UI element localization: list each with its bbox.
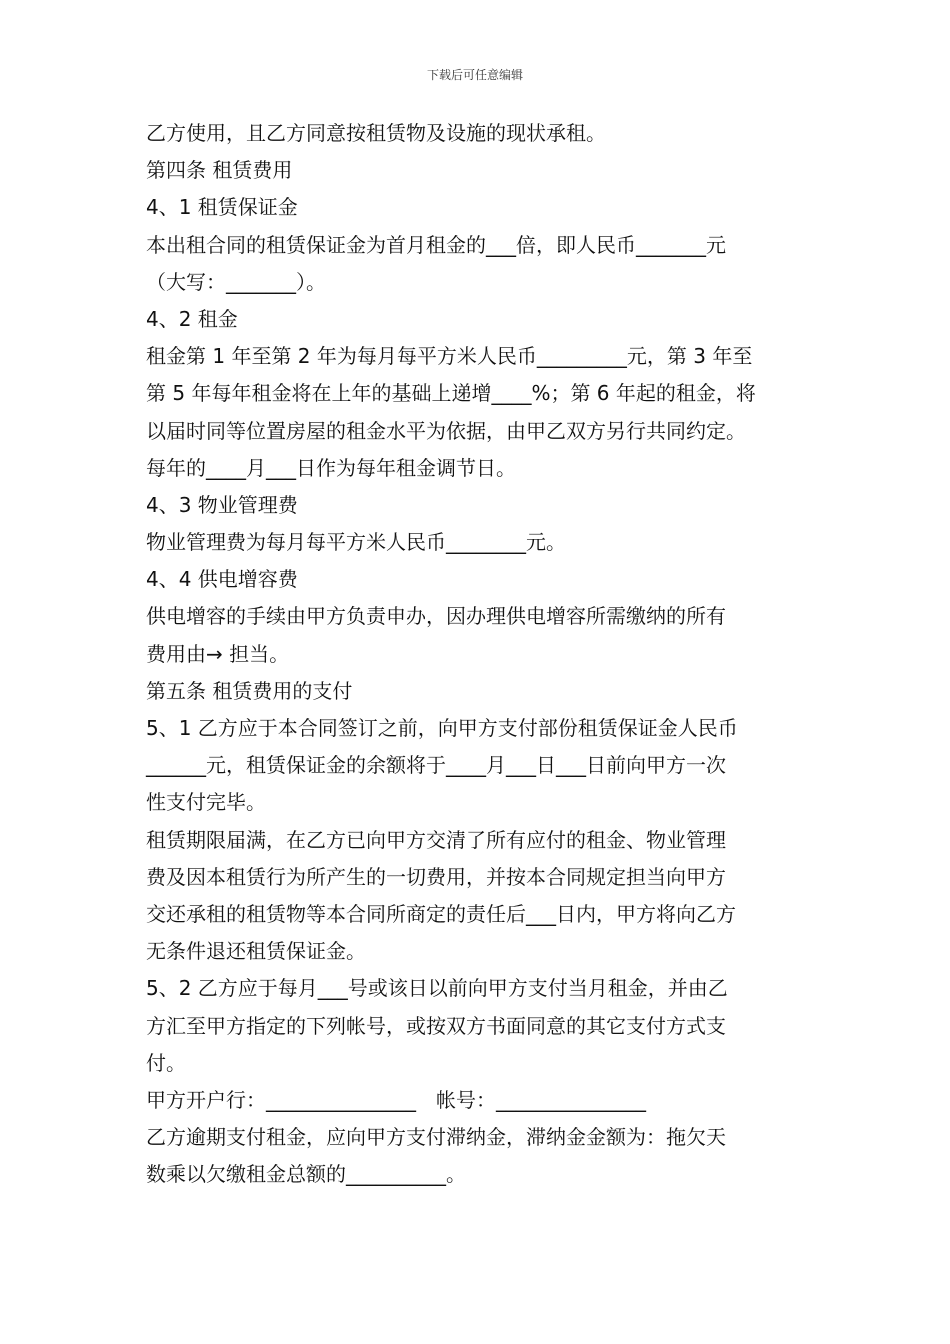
text-line: 乙方使用，且乙方同意按租赁物及设施的现状承租。 xyxy=(146,121,606,145)
text-line: 费用由→ 担当。 xyxy=(146,641,290,666)
text-line: （大写：_______）。 xyxy=(146,269,326,294)
text-line: 方汇至甲方指定的下列帐号，或按双方书面同意的其它支付方式支 xyxy=(146,1013,726,1038)
section-heading: 第四条 租赁费用 xyxy=(146,158,293,183)
document-body xyxy=(146,115,816,1193)
text-line: 乙方逾期支付租金，应向甲方支付滞纳金，滞纳金金额为：拖欠天 xyxy=(146,1125,726,1150)
text-line: 物业管理费为每月每平方米人民币________元。 xyxy=(146,530,566,555)
text-line: 本出租合同的租赁保证金为首月租金的___倍，即人民币_______元 xyxy=(146,232,726,257)
text-line: 第 5 年每年租金将在上年的基础上递增____%；第 6 年起的租金，将 xyxy=(146,381,756,406)
text-line: 性支付完毕。 xyxy=(146,790,266,815)
page-header-note: 下载后可任意编辑 xyxy=(426,68,523,82)
text-line: 数乘以欠缴租金总额的__________。 xyxy=(146,1162,466,1187)
text-line: 供电增容的手续由甲方负责申办，因办理供电增容所需缴纳的所有 xyxy=(146,604,726,629)
clause-heading: 4、3 物业管理费 xyxy=(146,492,298,517)
text-line: 无条件退还租赁保证金。 xyxy=(146,939,366,964)
text-line: 5、1 乙方应于本合同签订之前，向甲方支付部份租赁保证金人民币 xyxy=(146,716,738,740)
clause-heading: 4、1 租赁保证金 xyxy=(146,195,298,220)
section-heading: 第五条 租赁费用的支付 xyxy=(146,678,353,703)
text-line: 交还承租的租赁物等本合同所商定的责任后___日内，甲方将向乙方 xyxy=(146,901,736,926)
text-line: 付。 xyxy=(146,1050,186,1075)
clause-heading: 4、4 供电增容费 xyxy=(146,567,298,592)
text-line: 租赁期限届满，在乙方已向甲方交清了所有应付的租金、物业管理 xyxy=(146,827,726,852)
bank-account-line: 甲方开户行：_______________ 帐号：_______________ xyxy=(146,1087,646,1112)
text-line: 租金第 1 年至第 2 年为每月每平方米人民币_________元，第 3 年至 xyxy=(146,344,753,369)
text-line: 5、2 乙方应于每月___号或该日以前向甲方支付当月租金，并由乙 xyxy=(146,976,728,1001)
text-line: 每年的____月___日作为每年租金调节日。 xyxy=(146,455,516,480)
text-line: 费及因本租赁行为所产生的一切费用，并按本合同规定担当向甲方 xyxy=(146,864,726,889)
text-line: 以届时同等位置房屋的租金水平为依据，由甲乙双方另行共同约定。 xyxy=(146,418,746,443)
text-line: ______元，租赁保证金的余额将于____月___日___日前向甲方一次 xyxy=(146,753,726,778)
clause-heading: 4、2 租金 xyxy=(146,306,238,331)
